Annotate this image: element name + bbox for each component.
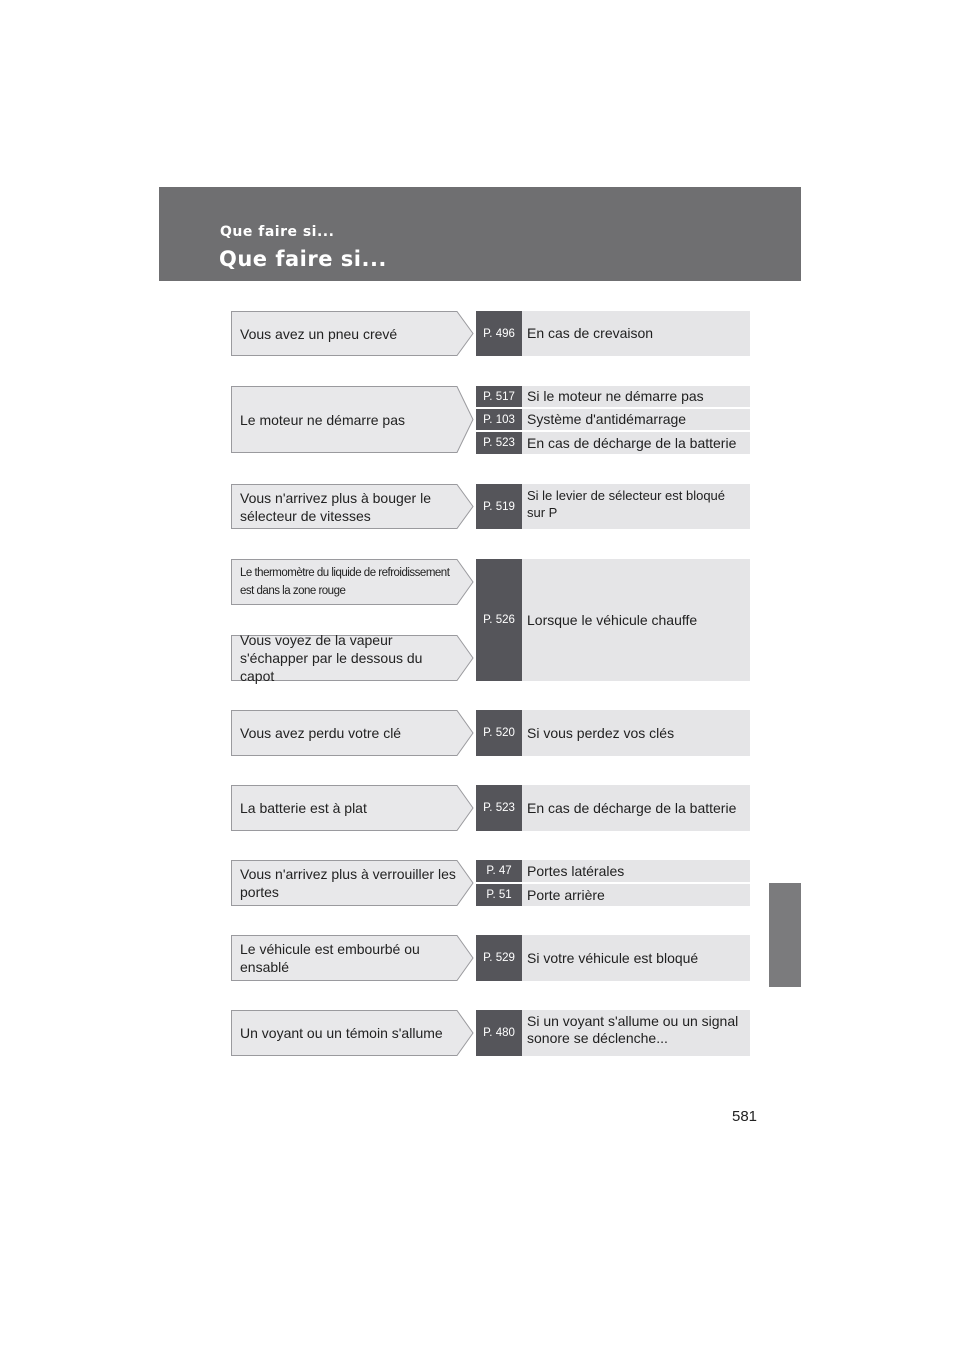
issue-coolant-red-zone: Le thermomètre du liquide de refroidissement est dans la zone rouge [231,559,474,605]
ref-row [476,785,750,831]
issue-warning-light: Un voyant ou un témoin s'allume [231,1010,474,1056]
page-reference[interactable]: P. 51 [476,884,522,906]
ref-row [476,432,750,454]
page-reference[interactable]: P. 480 [476,1010,522,1056]
issue-steam-under-hood: Vous voyez de la vapeur s'échapper par le dessous du capot [231,635,474,681]
issue-gear-selector-stuck: Vous n'arrivez plus à bouger le sélecteur de vitesses [231,484,474,529]
ref-description: Si un voyant s'allume ou un signal sonore se déclenche... [522,1010,750,1056]
ref-description: Si le levier de sélecteur est bloqué sur P [522,484,750,529]
ref-row [476,935,750,981]
page-reference[interactable]: P. 520 [476,710,522,756]
page-reference[interactable]: P. 47 [476,860,522,882]
ref-row [476,860,750,882]
ref-row [476,386,750,407]
page-title: Que faire si... [219,247,387,271]
page-reference[interactable]: P. 517 [476,386,522,407]
page-reference[interactable]: P. 529 [476,935,522,981]
ref-row [476,884,750,906]
ref-row [476,409,750,430]
ref-row [476,710,750,756]
ref-row [476,484,750,529]
ref-description: En cas de décharge de la batterie [522,785,750,831]
page-reference[interactable]: P. 103 [476,409,522,430]
ref-description: Système d'antidémarrage [522,409,750,430]
ref-description: Lorsque le véhicule chauffe [522,559,750,681]
ref-description: Si vous perdez vos clés [522,710,750,756]
page-reference[interactable]: P. 496 [476,311,522,356]
issue-flat-tire: Vous avez un pneu crevé [231,311,474,356]
ref-description: En cas de décharge de la batterie [522,432,750,454]
issue-battery-dead: La batterie est à plat [231,785,474,831]
page-reference[interactable]: P. 523 [476,785,522,831]
issue-lost-key: Vous avez perdu votre clé [231,710,474,756]
ref-description: En cas de crevaison [522,311,750,356]
issue-vehicle-stuck: Le véhicule est embourbé ou ensablé [231,935,474,981]
page-reference[interactable]: P. 526 [476,559,522,681]
page-reference[interactable]: P. 523 [476,432,522,454]
page-number: 581 [732,1108,758,1125]
ref-description: Porte arrière [522,884,750,906]
issue-engine-no-start: Le moteur ne démarre pas [231,386,474,453]
issue-doors-wont-lock: Vous n'arrivez plus à verrouiller les portes [231,860,474,906]
ref-description: Portes latérales [522,860,750,882]
page-reference[interactable]: P. 519 [476,484,522,529]
ref-description: Si le moteur ne démarre pas [522,386,750,407]
ref-row [476,311,750,356]
header-small-title: Que faire si... [220,224,335,240]
ref-row [476,1010,750,1056]
ref-row [476,559,750,681]
ref-description: Si votre véhicule est bloqué [522,935,750,981]
